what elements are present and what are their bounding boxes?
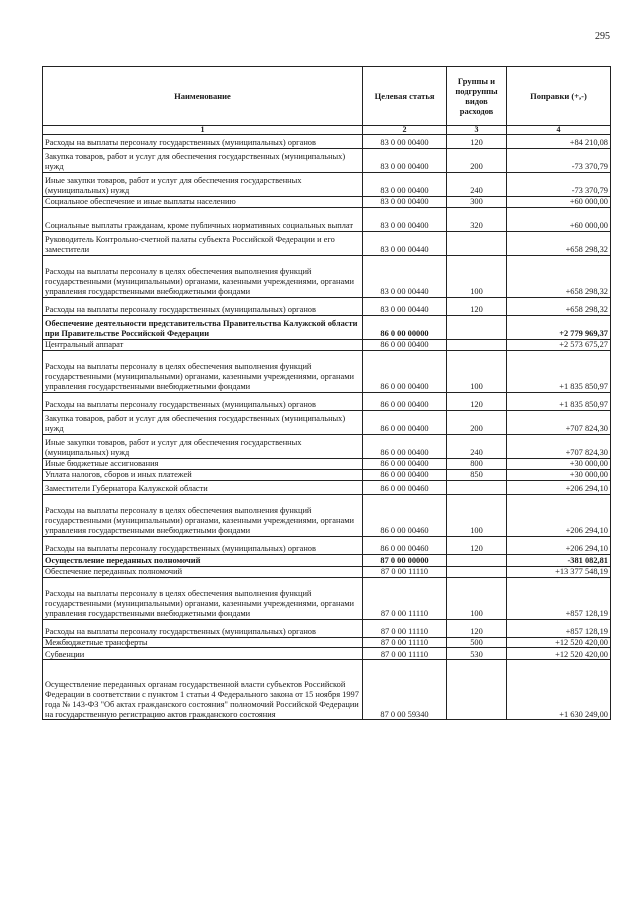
row-code-cell: 87 0 00 11110 <box>363 577 447 619</box>
row-code-cell: 86 0 00 00400 <box>363 339 447 350</box>
row-code-cell: 83 0 00 00440 <box>363 297 447 315</box>
row-code-cell: 86 0 00 00000 <box>363 315 447 339</box>
row-amount-cell: +857 128,19 <box>507 619 611 637</box>
row-amount-cell: +658 298,32 <box>507 231 611 255</box>
row-name-cell: Субвенции <box>43 648 363 660</box>
row-group-cell: 200 <box>447 149 507 173</box>
table-row <box>43 648 611 660</box>
row-amount-cell: -73 370,79 <box>507 149 611 173</box>
row-code-cell: 87 0 00 11110 <box>363 619 447 637</box>
row-name-cell: Уплата налогов, сборов и иных платежей <box>43 469 363 480</box>
table-row <box>43 637 611 648</box>
row-code-cell: 83 0 00 00440 <box>363 255 447 297</box>
table-row <box>43 434 611 458</box>
row-group-cell <box>447 566 507 577</box>
column-number: 1 <box>43 126 363 135</box>
row-name-cell: Социальное обеспечение и иные выплаты населению <box>43 197 363 208</box>
row-amount-cell: +13 377 548,19 <box>507 566 611 577</box>
table-row <box>43 660 611 720</box>
row-code-cell: 86 0 00 00400 <box>363 392 447 410</box>
row-group-cell: 240 <box>447 434 507 458</box>
row-group-cell: 100 <box>447 577 507 619</box>
row-name-cell: Межбюджетные трансферты <box>43 637 363 648</box>
header-amount: Поправки (+,-) <box>507 67 611 126</box>
row-group-cell: 120 <box>447 297 507 315</box>
row-code-cell: 86 0 00 00400 <box>363 469 447 480</box>
table-row <box>43 469 611 480</box>
row-group-cell: 800 <box>447 458 507 469</box>
table-row <box>43 536 611 554</box>
table-row <box>43 315 611 339</box>
row-amount-cell: +84 210,08 <box>507 135 611 149</box>
row-code-cell: 87 0 00 00000 <box>363 554 447 566</box>
row-name-cell: Расходы на выплаты персоналу государственных (муниципальных) органов <box>43 297 363 315</box>
row-amount-cell: +1 630 249,00 <box>507 660 611 720</box>
row-code-cell: 86 0 00 00400 <box>363 350 447 392</box>
header-code: Целевая статья <box>363 67 447 126</box>
row-code-cell: 87 0 00 11110 <box>363 648 447 660</box>
row-name-cell: Иные закупки товаров, работ и услуг для обеспечения государственных (муниципальных) нужд <box>43 173 363 197</box>
header-name: Наименование <box>43 67 363 126</box>
table-body <box>43 135 611 720</box>
row-name-cell: Расходы на выплаты персоналу государственных (муниципальных) органов <box>43 619 363 637</box>
row-amount-cell: +857 128,19 <box>507 577 611 619</box>
row-group-cell <box>447 480 507 494</box>
row-group-cell: 100 <box>447 494 507 536</box>
row-name-cell: Расходы на выплаты персоналу в целях обеспечения выполнения функций государственными (муниципальными) органами, казенными учреждениями, органами управления государственными внебюджетными фондами <box>43 577 363 619</box>
page-number: 295 <box>595 31 610 42</box>
row-amount-cell: +30 000,00 <box>507 469 611 480</box>
table-row <box>43 135 611 149</box>
row-amount-cell: +60 000,00 <box>507 197 611 208</box>
row-code-cell: 83 0 00 00400 <box>363 197 447 208</box>
row-group-cell: 120 <box>447 619 507 637</box>
table-row <box>43 173 611 197</box>
row-code-cell: 87 0 00 59340 <box>363 660 447 720</box>
column-number-row <box>43 126 611 135</box>
column-number: 4 <box>507 126 611 135</box>
header-group: Группы и подгруппы видов расходов <box>447 67 507 126</box>
row-amount-cell: +1 835 850,97 <box>507 350 611 392</box>
row-code-cell: 86 0 00 00400 <box>363 434 447 458</box>
table-row <box>43 619 611 637</box>
row-code-cell: 86 0 00 00400 <box>363 410 447 434</box>
table-row <box>43 566 611 577</box>
table-row <box>43 231 611 255</box>
row-code-cell: 83 0 00 00400 <box>363 173 447 197</box>
row-name-cell: Расходы на выплаты персоналу государственных (муниципальных) органов <box>43 536 363 554</box>
row-code-cell: 83 0 00 00400 <box>363 207 447 231</box>
row-amount-cell: +206 294,10 <box>507 536 611 554</box>
row-name-cell: Иные закупки товаров, работ и услуг для обеспечения государственных (муниципальных) нужд <box>43 434 363 458</box>
row-name-cell: Расходы на выплаты персоналу государственных (муниципальных) органов <box>43 135 363 149</box>
table-row <box>43 392 611 410</box>
row-group-cell: 500 <box>447 637 507 648</box>
row-code-cell: 86 0 00 00460 <box>363 536 447 554</box>
row-group-cell <box>447 315 507 339</box>
row-amount-cell: +707 824,30 <box>507 434 611 458</box>
row-amount-cell: +206 294,10 <box>507 494 611 536</box>
row-group-cell <box>447 660 507 720</box>
row-name-cell: Центральный аппарат <box>43 339 363 350</box>
row-amount-cell: +206 294,10 <box>507 480 611 494</box>
row-amount-cell: +707 824,30 <box>507 410 611 434</box>
row-name-cell: Руководитель Контрольно-счетной палаты субъекта Российской Федерации и его заместители <box>43 231 363 255</box>
row-amount-cell: +2 779 969,37 <box>507 315 611 339</box>
row-code-cell: 83 0 00 00400 <box>363 149 447 173</box>
row-name-cell: Расходы на выплаты персоналу в целях обеспечения выполнения функций государственными (муниципальными) органами, казенными учреждениями, органами управления государственными внебюджетными фондами <box>43 494 363 536</box>
row-name-cell: Осуществление переданных органам государственной власти субъектов Российской Федерации в соответствии с пунктом 1 статьи 4 Федерального закона от 15 ноября 1997 года № 143-ФЗ "Об актах гражданского состояния" полномочий Российской Федерации на государственную регистрацию актов гражданского состояния <box>43 660 363 720</box>
table-row <box>43 255 611 297</box>
table-row <box>43 350 611 392</box>
row-group-cell: 850 <box>447 469 507 480</box>
row-amount-cell: -381 082,81 <box>507 554 611 566</box>
row-group-cell: 320 <box>447 207 507 231</box>
row-group-cell: 100 <box>447 255 507 297</box>
table-row <box>43 297 611 315</box>
row-group-cell: 120 <box>447 392 507 410</box>
table-row <box>43 410 611 434</box>
row-amount-cell: +658 298,32 <box>507 255 611 297</box>
table-row <box>43 494 611 536</box>
row-name-cell: Закупка товаров, работ и услуг для обеспечения государственных (муниципальных) нужд <box>43 410 363 434</box>
row-group-cell: 530 <box>447 648 507 660</box>
row-code-cell: 86 0 00 00460 <box>363 494 447 536</box>
header-row <box>43 67 611 126</box>
column-number: 3 <box>447 126 507 135</box>
row-amount-cell: +2 573 675,27 <box>507 339 611 350</box>
column-number: 2 <box>363 126 447 135</box>
row-name-cell: Расходы на выплаты персоналу в целях обеспечения выполнения функций государственными (муниципальными) органами, казенными учреждениями, органами управления государственными внебюджетными фондами <box>43 350 363 392</box>
row-code-cell: 83 0 00 00400 <box>363 135 447 149</box>
row-group-cell <box>447 231 507 255</box>
row-code-cell: 87 0 00 11110 <box>363 566 447 577</box>
row-group-cell: 300 <box>447 197 507 208</box>
table-row <box>43 577 611 619</box>
row-name-cell: Расходы на выплаты персоналу в целях обеспечения выполнения функций государственными (муниципальными) органами, казенными учреждениями, органами управления государственными внебюджетными фондами <box>43 255 363 297</box>
row-group-cell: 120 <box>447 135 507 149</box>
table-row <box>43 458 611 469</box>
row-group-cell <box>447 554 507 566</box>
row-amount-cell: +60 000,00 <box>507 207 611 231</box>
row-group-cell <box>447 339 507 350</box>
row-amount-cell: +1 835 850,97 <box>507 392 611 410</box>
row-name-cell: Заместители Губернатора Калужской области <box>43 480 363 494</box>
table-row <box>43 207 611 231</box>
row-group-cell: 100 <box>447 350 507 392</box>
row-name-cell: Осуществление переданных полномочий <box>43 554 363 566</box>
table-row <box>43 554 611 566</box>
row-name-cell: Расходы на выплаты персоналу государственных (муниципальных) органов <box>43 392 363 410</box>
row-amount-cell: +12 520 420,00 <box>507 648 611 660</box>
row-amount-cell: +658 298,32 <box>507 297 611 315</box>
row-name-cell: Иные бюджетные ассигнования <box>43 458 363 469</box>
row-name-cell: Обеспечение переданных полномочий <box>43 566 363 577</box>
row-name-cell: Социальные выплаты гражданам, кроме публичных нормативных социальных выплат <box>43 207 363 231</box>
row-amount-cell: -73 370,79 <box>507 173 611 197</box>
row-code-cell: 83 0 00 00440 <box>363 231 447 255</box>
table-row <box>43 197 611 208</box>
table-row <box>43 339 611 350</box>
row-group-cell: 240 <box>447 173 507 197</box>
row-group-cell: 200 <box>447 410 507 434</box>
table-row <box>43 480 611 494</box>
row-amount-cell: +30 000,00 <box>507 458 611 469</box>
row-name-cell: Обеспечение деятельности представительства Правительства Калужской области при Правительстве Российской Федерации <box>43 315 363 339</box>
row-code-cell: 87 0 00 11110 <box>363 637 447 648</box>
row-name-cell: Закупка товаров, работ и услуг для обеспечения государственных (муниципальных) нужд <box>43 149 363 173</box>
budget-table <box>42 66 611 720</box>
row-code-cell: 86 0 00 00400 <box>363 458 447 469</box>
row-code-cell: 86 0 00 00460 <box>363 480 447 494</box>
table-row <box>43 149 611 173</box>
row-amount-cell: +12 520 420,00 <box>507 637 611 648</box>
row-group-cell: 120 <box>447 536 507 554</box>
